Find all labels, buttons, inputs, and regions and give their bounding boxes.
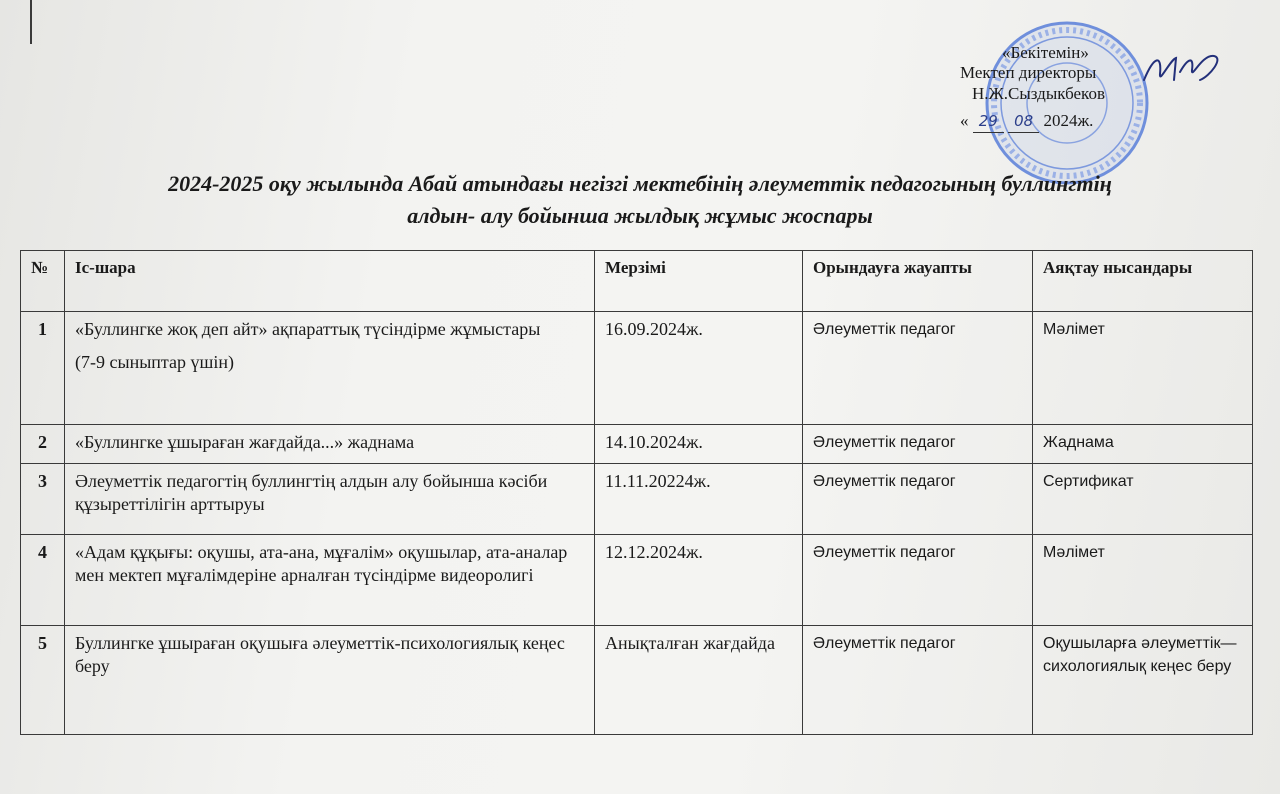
row-event-text: «Буллингке жоқ деп айт» ақпараттық түсіндірме жұмыстары [75,319,541,339]
row-number: 2 [21,425,65,464]
row-completion: Сертификат [1033,464,1253,535]
row-responsible: Әлеуметтік педагог [803,535,1033,626]
row-number: 1 [21,312,65,425]
table-row [21,464,1253,535]
page-edge-mark [30,0,32,44]
row-deadline: 11.11.20224ж. [595,464,803,535]
approve-label: «Бекітемін» [1002,43,1089,62]
row-responsible: Әлеуметтік педагог [803,626,1033,735]
row-responsible: Әлеуметтік педагог [803,464,1033,535]
director-title: Мектеп директоры [960,63,1097,82]
row-event: «Буллингке ұшыраған жағдайда...» жаднама [65,425,595,464]
row-completion: Мәлімет [1033,535,1253,626]
row-deadline: Анықталған жағдайда [595,626,803,735]
header-completion: Аяқтау нысандары [1033,251,1253,312]
row-responsible: Әлеуметтік педагог [803,425,1033,464]
row-event: Әлеуметтік педагогтің буллингтің алдын алу бойынша кәсіби құзыреттілігін арттыруы [65,464,595,535]
header-event: Іс-шара [65,251,595,312]
work-plan-table [20,250,1253,735]
director-name: Н.Ж.Сыздыкбеков [972,84,1105,103]
row-event [65,312,595,425]
header-deadline: Мерзімі [595,251,803,312]
director-signature [1140,50,1230,90]
row-deadline: 12.12.2024ж. [595,535,803,626]
row-responsible: Әлеуметтік педагог [803,312,1033,425]
table-row [21,425,1253,464]
table-row [21,535,1253,626]
header-responsible: Орындауға жауапты [803,251,1033,312]
date-month: 08 [1008,111,1039,133]
date-day: 29 [973,111,1004,133]
row-completion: Мәлімет [1033,312,1253,425]
row-completion: Оқушыларға әлеуметтік—сихологиялық кеңес беру [1033,626,1253,735]
row-number: 4 [21,535,65,626]
title-line-1: 2024-2025 оқу жылында Абай атындағы негізгі мектебінің әлеуметтік педагогының буллингтің [168,171,1112,196]
table-header-row [21,251,1253,312]
row-number: 3 [21,464,65,535]
table-row [21,626,1253,735]
row-event: «Адам құқығы: оқушы, ата-ана, мұғалім» оқушылар, ата-аналар мен мектеп мұғалімдеріне арналған түсіндірме видеоролигі [65,535,595,626]
row-number: 5 [21,626,65,735]
row-deadline: 16.09.2024ж. [595,312,803,425]
approval-block [940,40,1240,160]
date-year: 2024ж. [1043,111,1094,130]
row-event: Буллингке ұшыраған оқушыға әлеуметтік-психологиялық кеңес беру [65,626,595,735]
row-completion: Жаднама [1033,425,1253,464]
document-title [60,168,1220,232]
table-row [21,312,1253,425]
row-event-note: (7-9 сыныптар үшін) [75,352,234,372]
approval-date [960,110,1093,133]
date-open-quote: « [960,111,969,130]
header-num: № [21,251,65,312]
title-line-2: алдын- алу бойынша жылдық жұмыс жоспары [407,203,873,228]
row-deadline: 14.10.2024ж. [595,425,803,464]
